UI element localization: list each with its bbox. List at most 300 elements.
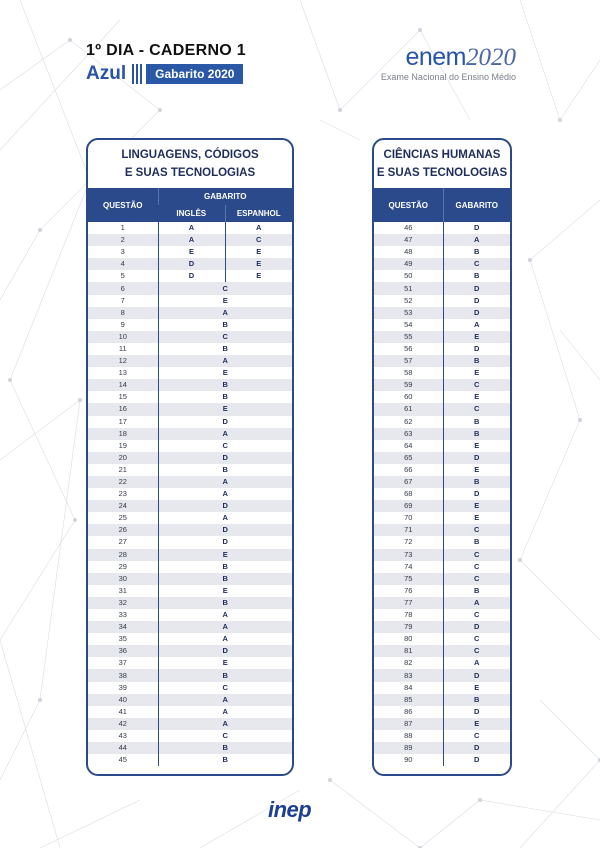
- answer: E: [443, 391, 510, 403]
- table-row: [88, 694, 292, 706]
- question-number: 73: [374, 549, 443, 561]
- table-row: [374, 379, 510, 391]
- table-row: [374, 234, 510, 246]
- table-row: [88, 355, 292, 367]
- table-row: [374, 742, 510, 754]
- table-row: [88, 524, 292, 536]
- answer-espanhol: E: [225, 258, 292, 270]
- question-number: 16: [88, 403, 158, 415]
- question-number: 77: [374, 597, 443, 609]
- answer: B: [158, 343, 292, 355]
- answer-espanhol: A: [225, 222, 292, 234]
- table-row: [374, 246, 510, 258]
- panel-title: [88, 140, 292, 188]
- table-row: [88, 319, 292, 331]
- table-row: [374, 367, 510, 379]
- question-number: 63: [374, 428, 443, 440]
- panel-title-line1: CIÊNCIAS HUMANAS: [383, 149, 501, 161]
- table-row: [374, 536, 510, 548]
- gabarito-badge: Gabarito 2020: [146, 64, 243, 84]
- table-row: [88, 464, 292, 476]
- answer: E: [158, 295, 292, 307]
- question-number: 46: [404, 223, 413, 233]
- table-row: [374, 597, 510, 609]
- table-row: [88, 669, 292, 681]
- answer-ingles: E: [158, 246, 225, 258]
- question-number: 67: [374, 476, 443, 488]
- answer: D: [158, 452, 292, 464]
- table-row: [374, 319, 510, 331]
- answer: E: [443, 331, 510, 343]
- table-row: [88, 476, 292, 488]
- answer-espanhol: E: [225, 246, 292, 258]
- answer: D: [443, 488, 510, 500]
- column-header-ingles: INGLÊS: [158, 205, 225, 222]
- answer: D: [158, 645, 292, 657]
- answer: A: [158, 355, 292, 367]
- table-row: [374, 403, 510, 415]
- answer: A: [158, 609, 292, 621]
- table-row: [374, 754, 510, 766]
- answer: B: [443, 246, 510, 258]
- question-number: 52: [404, 295, 413, 305]
- answer: B: [158, 669, 292, 681]
- answer: A: [443, 657, 510, 669]
- question-number: 71: [374, 524, 443, 536]
- column-header-gabarito: GABARITO: [443, 188, 510, 222]
- table-row: [374, 573, 510, 585]
- table-row: [88, 416, 292, 428]
- enem-logo-subtitle: Exame Nacional do Ensino Médio: [380, 72, 516, 82]
- table-row: [374, 706, 510, 718]
- table-row: [374, 694, 510, 706]
- answer: B: [158, 742, 292, 754]
- table-row: [374, 621, 510, 633]
- table-row: [88, 295, 292, 307]
- answer: B: [443, 416, 510, 428]
- question-number: 23: [118, 489, 127, 499]
- answer: E: [443, 440, 510, 452]
- question-number: 36: [88, 645, 158, 657]
- table-row: [88, 246, 292, 258]
- question-number: 89: [374, 742, 443, 754]
- question-number: 80: [404, 634, 413, 644]
- answer: C: [443, 609, 510, 621]
- answer: E: [158, 367, 292, 379]
- question-number: 25: [118, 513, 127, 523]
- table-row: [88, 597, 292, 609]
- answer: D: [443, 706, 510, 718]
- table-row: [88, 512, 292, 524]
- question-number: 7: [120, 295, 125, 305]
- question-number: 19: [118, 440, 127, 450]
- table-row: [88, 742, 292, 754]
- question-number: 43: [118, 730, 127, 740]
- question-number: 57: [374, 355, 443, 367]
- answer: E: [443, 367, 510, 379]
- question-number: 5: [120, 271, 125, 281]
- table-row: [88, 585, 292, 597]
- answer: A: [158, 488, 292, 500]
- question-number: 41: [118, 706, 127, 716]
- table-row: [374, 416, 510, 428]
- answer: C: [443, 645, 510, 657]
- answer: E: [158, 549, 292, 561]
- table-row: [374, 391, 510, 403]
- answer: C: [443, 561, 510, 573]
- panel-title-line1: LINGUAGENS, CÓDIGOS: [121, 149, 259, 161]
- answer: D: [443, 343, 510, 355]
- table-row: [374, 669, 510, 681]
- answer: D: [158, 524, 292, 536]
- question-number: 66: [404, 464, 413, 474]
- question-number: 74: [404, 561, 413, 571]
- question-number: 34: [88, 621, 158, 633]
- question-number: 20: [88, 452, 158, 464]
- answer-ingles: D: [158, 258, 225, 270]
- question-number: 32: [88, 597, 158, 609]
- answer: D: [443, 222, 510, 234]
- table-row: [88, 645, 292, 657]
- table-row: [374, 633, 510, 645]
- answer: C: [158, 730, 292, 742]
- table-row: [88, 718, 292, 730]
- question-number: 85: [374, 694, 443, 706]
- answer: E: [443, 682, 510, 694]
- table-row: [88, 633, 292, 645]
- question-number: 62: [404, 416, 413, 426]
- table-row: [374, 222, 510, 234]
- answer: B: [158, 573, 292, 585]
- answer-espanhol: C: [225, 234, 292, 246]
- answer: E: [443, 718, 510, 730]
- question-number: 6: [88, 282, 158, 294]
- panel-title-line2: E SUAS TECNOLOGIAS: [376, 167, 508, 179]
- question-number: 28: [88, 549, 158, 561]
- table-row: [88, 331, 292, 343]
- answer: C: [158, 440, 292, 452]
- question-number: 35: [118, 634, 127, 644]
- answer: A: [443, 234, 510, 246]
- table-row: [374, 488, 510, 500]
- table-row: [88, 222, 292, 234]
- answer: C: [443, 633, 510, 645]
- question-number: 78: [404, 610, 413, 620]
- table-row: [88, 549, 292, 561]
- enem-logo-word: enem: [405, 43, 466, 71]
- answer: C: [158, 331, 292, 343]
- table-row: [88, 403, 292, 415]
- question-number: 81: [374, 645, 443, 657]
- answer: D: [443, 621, 510, 633]
- answer: A: [158, 633, 292, 645]
- question-number: 18: [88, 428, 158, 440]
- answer: E: [158, 585, 292, 597]
- question-number: 37: [118, 658, 127, 668]
- answer: C: [158, 682, 292, 694]
- answer: A: [158, 428, 292, 440]
- table-row: [88, 270, 292, 282]
- question-number: 42: [88, 718, 158, 730]
- question-number: 55: [374, 331, 443, 343]
- answer-ingles: A: [158, 222, 225, 234]
- answer: B: [158, 464, 292, 476]
- question-number: 83: [374, 669, 443, 681]
- question-number: 59: [374, 379, 443, 391]
- question-number: 65: [374, 452, 443, 464]
- column-header-espanhol: ESPANHOL: [225, 205, 292, 222]
- table-row: [88, 258, 292, 270]
- answer: D: [443, 282, 510, 294]
- answer: D: [158, 416, 292, 428]
- table-row: [374, 500, 510, 512]
- table-row: [374, 295, 510, 307]
- question-number: 17: [118, 416, 127, 426]
- table-row: [88, 343, 292, 355]
- table-row: [88, 379, 292, 391]
- table-row: [88, 440, 292, 452]
- question-number: 4: [88, 258, 158, 270]
- table-row: [88, 367, 292, 379]
- question-number: 58: [404, 368, 413, 378]
- question-number: 31: [118, 585, 127, 595]
- question-number: 64: [404, 440, 413, 450]
- question-number: 86: [404, 706, 413, 716]
- table-row: [374, 331, 510, 343]
- table-row: [88, 500, 292, 512]
- answer: D: [158, 500, 292, 512]
- question-number: 48: [404, 247, 413, 257]
- answer: B: [158, 379, 292, 391]
- answer: B: [443, 694, 510, 706]
- table-row: [88, 488, 292, 500]
- question-number: 60: [404, 392, 413, 402]
- answer: C: [443, 573, 510, 585]
- panel-title: [374, 140, 510, 188]
- answer-key-languages-panel: [86, 138, 294, 776]
- table-row: [88, 754, 292, 766]
- question-number: 56: [404, 343, 413, 353]
- answer-ingles: A: [158, 234, 225, 246]
- question-number: 15: [118, 392, 127, 402]
- question-number: 82: [404, 658, 413, 668]
- question-number: 39: [118, 682, 127, 692]
- table-row: [88, 682, 292, 694]
- answer: B: [158, 597, 292, 609]
- question-number: 11: [118, 343, 127, 353]
- color-bars-decoration: [132, 64, 144, 84]
- answer: B: [158, 391, 292, 403]
- table-row: [374, 270, 510, 282]
- answer: D: [443, 295, 510, 307]
- question-number: 69: [374, 500, 443, 512]
- table-row: [374, 258, 510, 270]
- enem-logo: [366, 44, 516, 82]
- answer: C: [443, 258, 510, 270]
- table-row: [88, 657, 292, 669]
- answer-table: [374, 188, 510, 766]
- answer: E: [443, 512, 510, 524]
- answer: A: [158, 706, 292, 718]
- answer: A: [158, 476, 292, 488]
- table-row: [88, 561, 292, 573]
- question-number: 27: [118, 537, 127, 547]
- answer: C: [443, 403, 510, 415]
- table-row: [374, 645, 510, 657]
- table-row: [374, 682, 510, 694]
- question-number: 75: [374, 573, 443, 585]
- table-row: [374, 561, 510, 573]
- answer: A: [158, 307, 292, 319]
- table-row: [88, 706, 292, 718]
- table-row: [88, 730, 292, 742]
- table-row: [88, 621, 292, 633]
- question-number: 90: [404, 755, 413, 765]
- question-number: 3: [120, 247, 125, 257]
- answer: B: [443, 476, 510, 488]
- question-number: 9: [120, 319, 125, 329]
- answer: C: [443, 549, 510, 561]
- day-title: 1º DIA - CADERNO 1: [86, 42, 247, 59]
- answer: B: [443, 536, 510, 548]
- answer: B: [443, 428, 510, 440]
- answer: A: [443, 319, 510, 331]
- table-row: [374, 440, 510, 452]
- answer: A: [158, 718, 292, 730]
- answer: B: [158, 561, 292, 573]
- question-number: 76: [404, 585, 413, 595]
- question-number: 22: [88, 476, 158, 488]
- question-number: 24: [88, 500, 158, 512]
- table-row: [374, 718, 510, 730]
- question-number: 44: [88, 742, 158, 754]
- question-number: 8: [88, 307, 158, 319]
- answer-espanhol: E: [225, 270, 292, 282]
- question-number: 88: [404, 730, 413, 740]
- answer: D: [443, 742, 510, 754]
- header-left: [86, 42, 246, 85]
- answer: B: [443, 585, 510, 597]
- inep-logo: inep: [268, 797, 312, 822]
- question-number: 49: [374, 258, 443, 270]
- column-header-gabarito: GABARITO: [158, 188, 292, 205]
- table-row: [374, 282, 510, 294]
- question-number: 84: [404, 682, 413, 692]
- answer: E: [158, 657, 292, 669]
- table-row: [88, 452, 292, 464]
- table-row: [374, 343, 510, 355]
- table-row: [374, 524, 510, 536]
- answer: C: [443, 379, 510, 391]
- table-row: [88, 391, 292, 403]
- answer: D: [158, 536, 292, 548]
- question-number: 21: [118, 464, 127, 474]
- table-row: [374, 452, 510, 464]
- question-number: 72: [404, 537, 413, 547]
- table-row: [374, 730, 510, 742]
- answer: D: [443, 307, 510, 319]
- table-row: [374, 585, 510, 597]
- table-row: [88, 234, 292, 246]
- question-number: 70: [404, 513, 413, 523]
- table-row: [88, 307, 292, 319]
- question-number: 1: [120, 223, 125, 233]
- question-number: 40: [88, 694, 158, 706]
- answer: D: [443, 754, 510, 766]
- table-row: [374, 512, 510, 524]
- question-number: 53: [374, 307, 443, 319]
- question-number: 54: [404, 319, 413, 329]
- answer-ingles: D: [158, 270, 225, 282]
- answer: E: [158, 403, 292, 415]
- question-number: 10: [88, 331, 158, 343]
- table-row: [374, 549, 510, 561]
- enem-logo-year: 2020: [466, 44, 516, 71]
- answer-table: [88, 188, 292, 766]
- table-row: [88, 573, 292, 585]
- answer: A: [443, 597, 510, 609]
- question-number: 51: [374, 282, 443, 294]
- question-number: 12: [88, 355, 158, 367]
- question-number: 68: [404, 489, 413, 499]
- answer: B: [443, 355, 510, 367]
- table-row: [374, 464, 510, 476]
- table-row: [374, 428, 510, 440]
- answer: C: [443, 730, 510, 742]
- answer: D: [443, 669, 510, 681]
- question-number: 45: [118, 755, 127, 765]
- table-row: [374, 657, 510, 669]
- answer: B: [158, 754, 292, 766]
- question-number: 38: [88, 669, 158, 681]
- question-number: 79: [374, 621, 443, 633]
- question-number: 30: [88, 573, 158, 585]
- answer: D: [443, 452, 510, 464]
- table-row: [88, 282, 292, 294]
- booklet-color: Azul: [86, 63, 127, 84]
- answer: A: [158, 694, 292, 706]
- table-row: [374, 476, 510, 488]
- question-number: 29: [118, 561, 127, 571]
- table-row: [374, 609, 510, 621]
- question-number: 26: [88, 524, 158, 536]
- column-header-questao: QUESTÃO: [374, 188, 443, 222]
- answer: A: [158, 621, 292, 633]
- question-number: 14: [88, 379, 158, 391]
- table-row: [374, 307, 510, 319]
- table-row: [88, 428, 292, 440]
- answer: A: [158, 512, 292, 524]
- table-row: [88, 536, 292, 548]
- question-number: 87: [374, 718, 443, 730]
- answer-key-humanities-panel: [372, 138, 512, 776]
- panel-title-line2: E SUAS TECNOLOGIAS: [124, 167, 256, 179]
- answer: E: [443, 500, 510, 512]
- column-header-questao: QUESTÃO: [88, 188, 158, 222]
- question-number: 47: [374, 234, 443, 246]
- answer: B: [443, 270, 510, 282]
- question-number: 50: [404, 271, 413, 281]
- answer: C: [158, 282, 292, 294]
- question-number: 13: [118, 368, 127, 378]
- question-number: 2: [88, 234, 158, 246]
- question-number: 33: [118, 610, 127, 620]
- answer: C: [443, 524, 510, 536]
- answer: B: [158, 319, 292, 331]
- answer: E: [443, 464, 510, 476]
- question-number: 61: [374, 403, 443, 415]
- table-row: [374, 355, 510, 367]
